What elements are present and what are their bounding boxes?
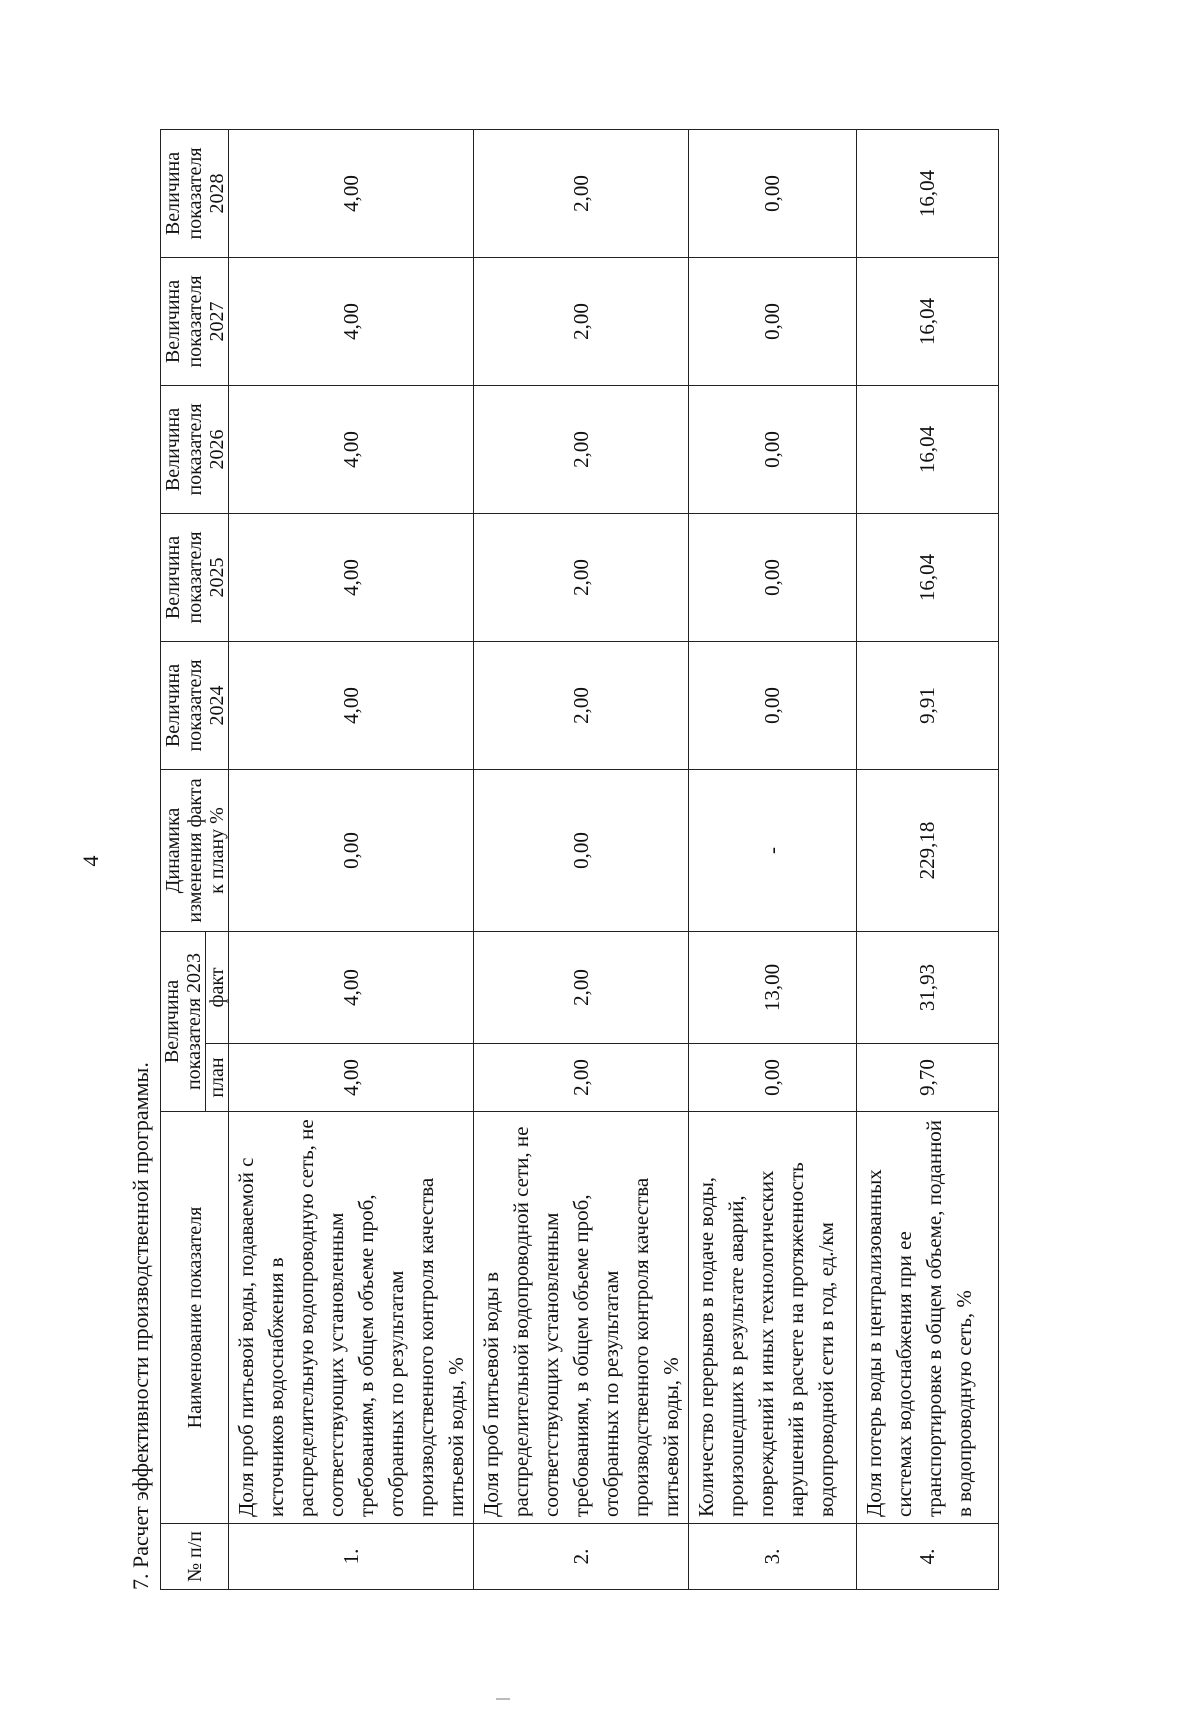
row-2027: 4,00 xyxy=(229,257,474,385)
row-2028: 2,00 xyxy=(474,129,689,257)
table-row xyxy=(857,129,999,1589)
section-title: 7. Расчет эффективности производственной программы. xyxy=(128,1062,153,1590)
row-dynamics: 229,18 xyxy=(857,769,999,931)
row-num: 1. xyxy=(229,1524,474,1590)
row-num: 4. xyxy=(857,1524,999,1590)
rotated-content xyxy=(128,130,1008,1590)
header-name: Наименование показателя xyxy=(161,1112,229,1524)
row-2026: 0,00 xyxy=(689,385,857,513)
row-2025: 4,00 xyxy=(229,513,474,641)
row-2027: 2,00 xyxy=(474,257,689,385)
row-plan: 2,00 xyxy=(474,1044,689,1112)
row-fact: 13,00 xyxy=(689,931,857,1043)
row-name: Доля проб питьевой воды, подаваемой с источников водоснабжения в распределительную водопроводную сеть, не соответствующих установленным требованиям, в общем объеме проб, отобранных по результатам производственного контроля качества питьевой воды, % xyxy=(229,1112,474,1524)
row-name: Доля потерь воды в централизованных системах водоснабжения при ее транспортировке в общем объеме, поданной в водопроводную сеть, % xyxy=(857,1112,999,1524)
header-2024: Величина показателя 2024 xyxy=(161,641,229,769)
row-2025: 0,00 xyxy=(689,513,857,641)
row-2026: 4,00 xyxy=(229,385,474,513)
row-plan: 0,00 xyxy=(689,1044,857,1112)
header-row-top xyxy=(161,129,206,1589)
row-2027: 16,04 xyxy=(857,257,999,385)
header-2028: Величина показателя 2028 xyxy=(161,129,229,257)
page-number: 4 xyxy=(78,855,103,867)
efficiency-table xyxy=(160,129,999,1590)
row-2028: 16,04 xyxy=(857,129,999,257)
row-2024: 4,00 xyxy=(229,641,474,769)
row-fact: 2,00 xyxy=(474,931,689,1043)
scan-artifact xyxy=(496,1698,510,1700)
row-2028: 0,00 xyxy=(689,129,857,257)
row-name: Доля проб питьевой воды в распределительной водопроводной сети, не соответствующих установленным требованиям, в общем объеме проб, отобранных по результатам производственного контроля качества питьевой воды, % xyxy=(474,1112,689,1524)
row-dynamics: - xyxy=(689,769,857,931)
row-2026: 2,00 xyxy=(474,385,689,513)
header-dynamics: Динамика изменения факта к плану % xyxy=(161,769,229,931)
header-fact: факт xyxy=(206,931,229,1043)
row-2028: 4,00 xyxy=(229,129,474,257)
row-2024: 2,00 xyxy=(474,641,689,769)
row-fact: 4,00 xyxy=(229,931,474,1043)
row-2024: 0,00 xyxy=(689,641,857,769)
row-2027: 0,00 xyxy=(689,257,857,385)
header-2025: Величина показателя 2025 xyxy=(161,513,229,641)
header-2027: Величина показателя 2027 xyxy=(161,257,229,385)
table-row xyxy=(474,129,689,1589)
row-plan: 4,00 xyxy=(229,1044,474,1112)
table-row xyxy=(689,129,857,1589)
row-dynamics: 0,00 xyxy=(229,769,474,931)
row-fact: 31,93 xyxy=(857,931,999,1043)
row-2026: 16,04 xyxy=(857,385,999,513)
row-name: Количество перерывов в подаче воды, произошедших в результате аварий, повреждений и иных технологических нарушений в расчете на протяженность водопроводной сети в год, ед./км xyxy=(689,1112,857,1524)
row-2025: 2,00 xyxy=(474,513,689,641)
row-num: 2. xyxy=(474,1524,689,1590)
row-plan: 9,70 xyxy=(857,1044,999,1112)
row-2025: 16,04 xyxy=(857,513,999,641)
row-dynamics: 0,00 xyxy=(474,769,689,931)
header-value-2023: Величина показателя 2023 xyxy=(161,931,206,1111)
row-num: 3. xyxy=(689,1524,857,1590)
row-2024: 9,91 xyxy=(857,641,999,769)
table-row xyxy=(229,129,474,1589)
header-plan: план xyxy=(206,1044,229,1112)
header-2026: Величина показателя 2026 xyxy=(161,385,229,513)
header-num: № п/п xyxy=(161,1524,229,1590)
